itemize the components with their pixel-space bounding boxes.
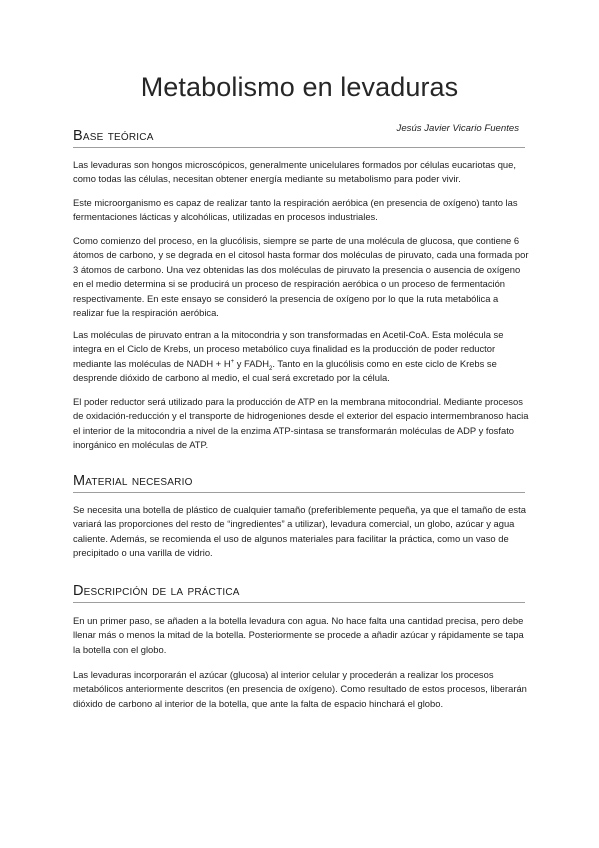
paragraph: Las levaduras incorporarán el azúcar (glucosa) al interior celular y procederán a realizar los procesos metabólicos anteriormente descritos (en presencia de oxígeno). Como resultado de estos procesos, liberarán dióxido de carbono al interior de la botella, que ante la falta de espacio hinchará el globo. <box>73 669 527 709</box>
section-heading-base-teorica: Base teórica <box>73 128 525 148</box>
paragraph: Se necesita una botella de plástico de cualquier tamaño (preferiblemente pequeña, ya que el tamaño de esta variará las proporciones del resto de “ingredientes” a utilizar), levadura comercial, un globo, azúcar y agua caliente. Además, se recomienda el uso de algunos materiales para facilitar la práctica, como un vaso de precipitado o una varilla de vidrio. <box>73 504 526 559</box>
paragraph: Como comienzo del proceso, en la glucólisis, siempre se parte de una molécula de glucosa, que contiene 6 átomos de carbono, y se degrada en el citosol hasta formar dos moléculas de piruvato, cada una formada por 3 átomos de carbono. Una vez obtenidas las dos moléculas de piruvato la presencia o ausencia de oxígeno en el medio determina si se producirá un proceso de respiración aeróbica o un proceso de fermentación respectivamente. En este ensayo se consideró la presencia de oxígeno por lo que la ruta metabólica a realizar fue la respiración aeróbica. <box>73 235 529 319</box>
section-heading-material: Material necesario <box>73 473 525 493</box>
paragraph: El poder reductor será utilizado para la producción de ATP en la membrana mitocondrial. Mediante procesos de oxidación-reducción y el transporte de hidrogeniones desde el exterior del espacio intermembranoso hacia el interior de la mitocondria a nivel de la enzima ATP-sintasa se transformarán moléculas de ADP y fosfato inorgánico en moléculas de ATP. <box>73 396 529 451</box>
paragraph-text: Las moléculas de piruvato entran a la mitocondria y son transformadas en Acetil-CoA. Esta molécula se integra en el Ciclo de Krebs, un proceso metabólico cuya finalidad es la producción de poder reductor mediante las moléculas de NADH + H <box>73 329 504 369</box>
subscript: 2 <box>269 365 273 372</box>
paragraph <box>73 328 529 386</box>
paragraph-text: . Tanto en la glucólisis como en este ciclo de Krebs se desprende dióxido de carbono al medio, el cual será excretado por la célula. <box>73 357 497 384</box>
superscript: + <box>230 358 235 365</box>
section-heading-descripcion: Descripción de la práctica <box>73 583 525 603</box>
document-title: Metabolismo en levaduras <box>140 72 459 102</box>
paragraph: Las levaduras son hongos microscópicos, generalmente unicelulares formados por células eucariotas que, como todas las células, necesitan obtener energía mediante su metabolismo para poder vivir. <box>73 159 516 185</box>
paragraph: En un primer paso, se añaden a la botella levadura con agua. No hace falta una cantidad precisa, pero debe llenar más o menos la mitad de la botella. Posteriormente se procede a añadir azúcar y rápidamente se tapa la botella con el globo. <box>73 615 524 655</box>
paragraph-text: y FADH <box>234 357 270 369</box>
author-name: Jesús Javier Vicario Fuentes <box>396 123 519 134</box>
paragraph: Este microorganismo es capaz de realizar tanto la respiración aeróbica (en presencia de oxígeno) tanto las fermentaciones lácticas y alcohólicas, utilizadas en procesos industriales. <box>73 197 518 223</box>
